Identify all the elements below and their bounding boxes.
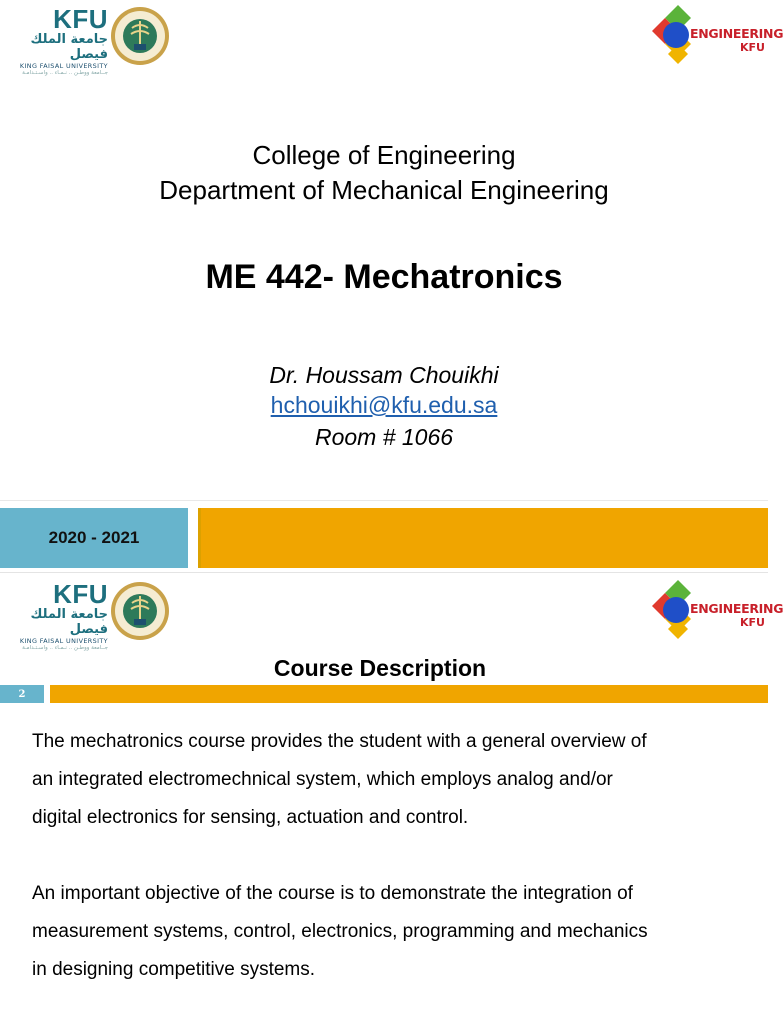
- description-paragraph-1: [32, 723, 752, 837]
- description-paragraph-2: [32, 875, 752, 989]
- kfu-logo-arabic-slide2: جامعة الملك فيصل: [30, 607, 108, 637]
- kfu-logo-english: KING FAISAL UNIVERSITY: [19, 62, 108, 70]
- engineering-logo-line2: KFU: [740, 41, 765, 54]
- instructor-email-text[interactable]: hchouikhi@kfu.edu.sa: [270, 392, 498, 418]
- course-title: ME 442- Mechatronics: [205, 258, 563, 296]
- engineering-logo-line2-slide2: KFU: [740, 616, 765, 629]
- kfu-logo-tagline: جــامعة ووطـن .. نـمـاء .. واسـتـدامـة: [22, 70, 108, 76]
- kfu-logo-text: [4, 6, 108, 77]
- kfu-seal-icon: [110, 6, 170, 66]
- kfu-logo-english-slide2: KING FAISAL UNIVERSITY: [19, 637, 108, 645]
- instructor-email-link[interactable]: [0, 392, 768, 419]
- kfu-logo-slide2: [4, 579, 170, 651]
- divider-line: [0, 500, 768, 501]
- course-description-slide: [0, 572, 783, 1025]
- paragraph-line: in designing competitive systems.: [32, 959, 316, 980]
- engineering-kfu-logo: [648, 4, 783, 70]
- paragraph-line: The mechatronics course provides the student with a general overview of: [32, 731, 647, 752]
- engineering-logo-line1: ENGINEERING: [690, 26, 783, 41]
- paragraph-line: An important objective of the course is to demonstrate the integration of: [32, 883, 633, 904]
- page-number: 2: [18, 688, 26, 700]
- page-number-badge: [0, 685, 44, 703]
- slide-title: Course Description: [273, 655, 487, 681]
- kfu-logo-text-slide2: [4, 581, 108, 652]
- engineering-logo-line1-slide2: ENGINEERING: [690, 601, 783, 616]
- college-name: College of Engineering: [252, 140, 516, 170]
- academic-year: 2020 - 2021: [48, 528, 140, 547]
- paragraph-line: digital electronics for sensing, actuation and control.: [32, 807, 469, 828]
- room-number: Room # 1066: [314, 424, 454, 450]
- kfu-logo-name: KFU: [53, 4, 108, 34]
- paragraph-line: an integrated electromechnical system, which employs analog and/or: [32, 769, 613, 790]
- engineering-kfu-logo-slide2: [648, 579, 783, 645]
- kfu-logo-name-slide2: KFU: [53, 579, 108, 609]
- department-name: Department of Mechanical Engineering: [159, 175, 609, 205]
- orange-title-bar: [50, 685, 768, 703]
- paragraph-line: measurement systems, control, electronics, programming and mechanics: [32, 921, 648, 942]
- kfu-logo-arabic: جامعة الملك فيصل: [30, 32, 108, 62]
- instructor-name: Dr. Houssam Chouikhi: [269, 362, 499, 388]
- kfu-seal-icon: [110, 581, 170, 641]
- kfu-logo: [4, 4, 170, 76]
- academic-year-box: [0, 508, 188, 568]
- kfu-logo-tagline-slide2: جــامعة ووطـن .. نـمـاء .. واسـتـدامـة: [22, 645, 108, 651]
- orange-banner: [198, 508, 768, 568]
